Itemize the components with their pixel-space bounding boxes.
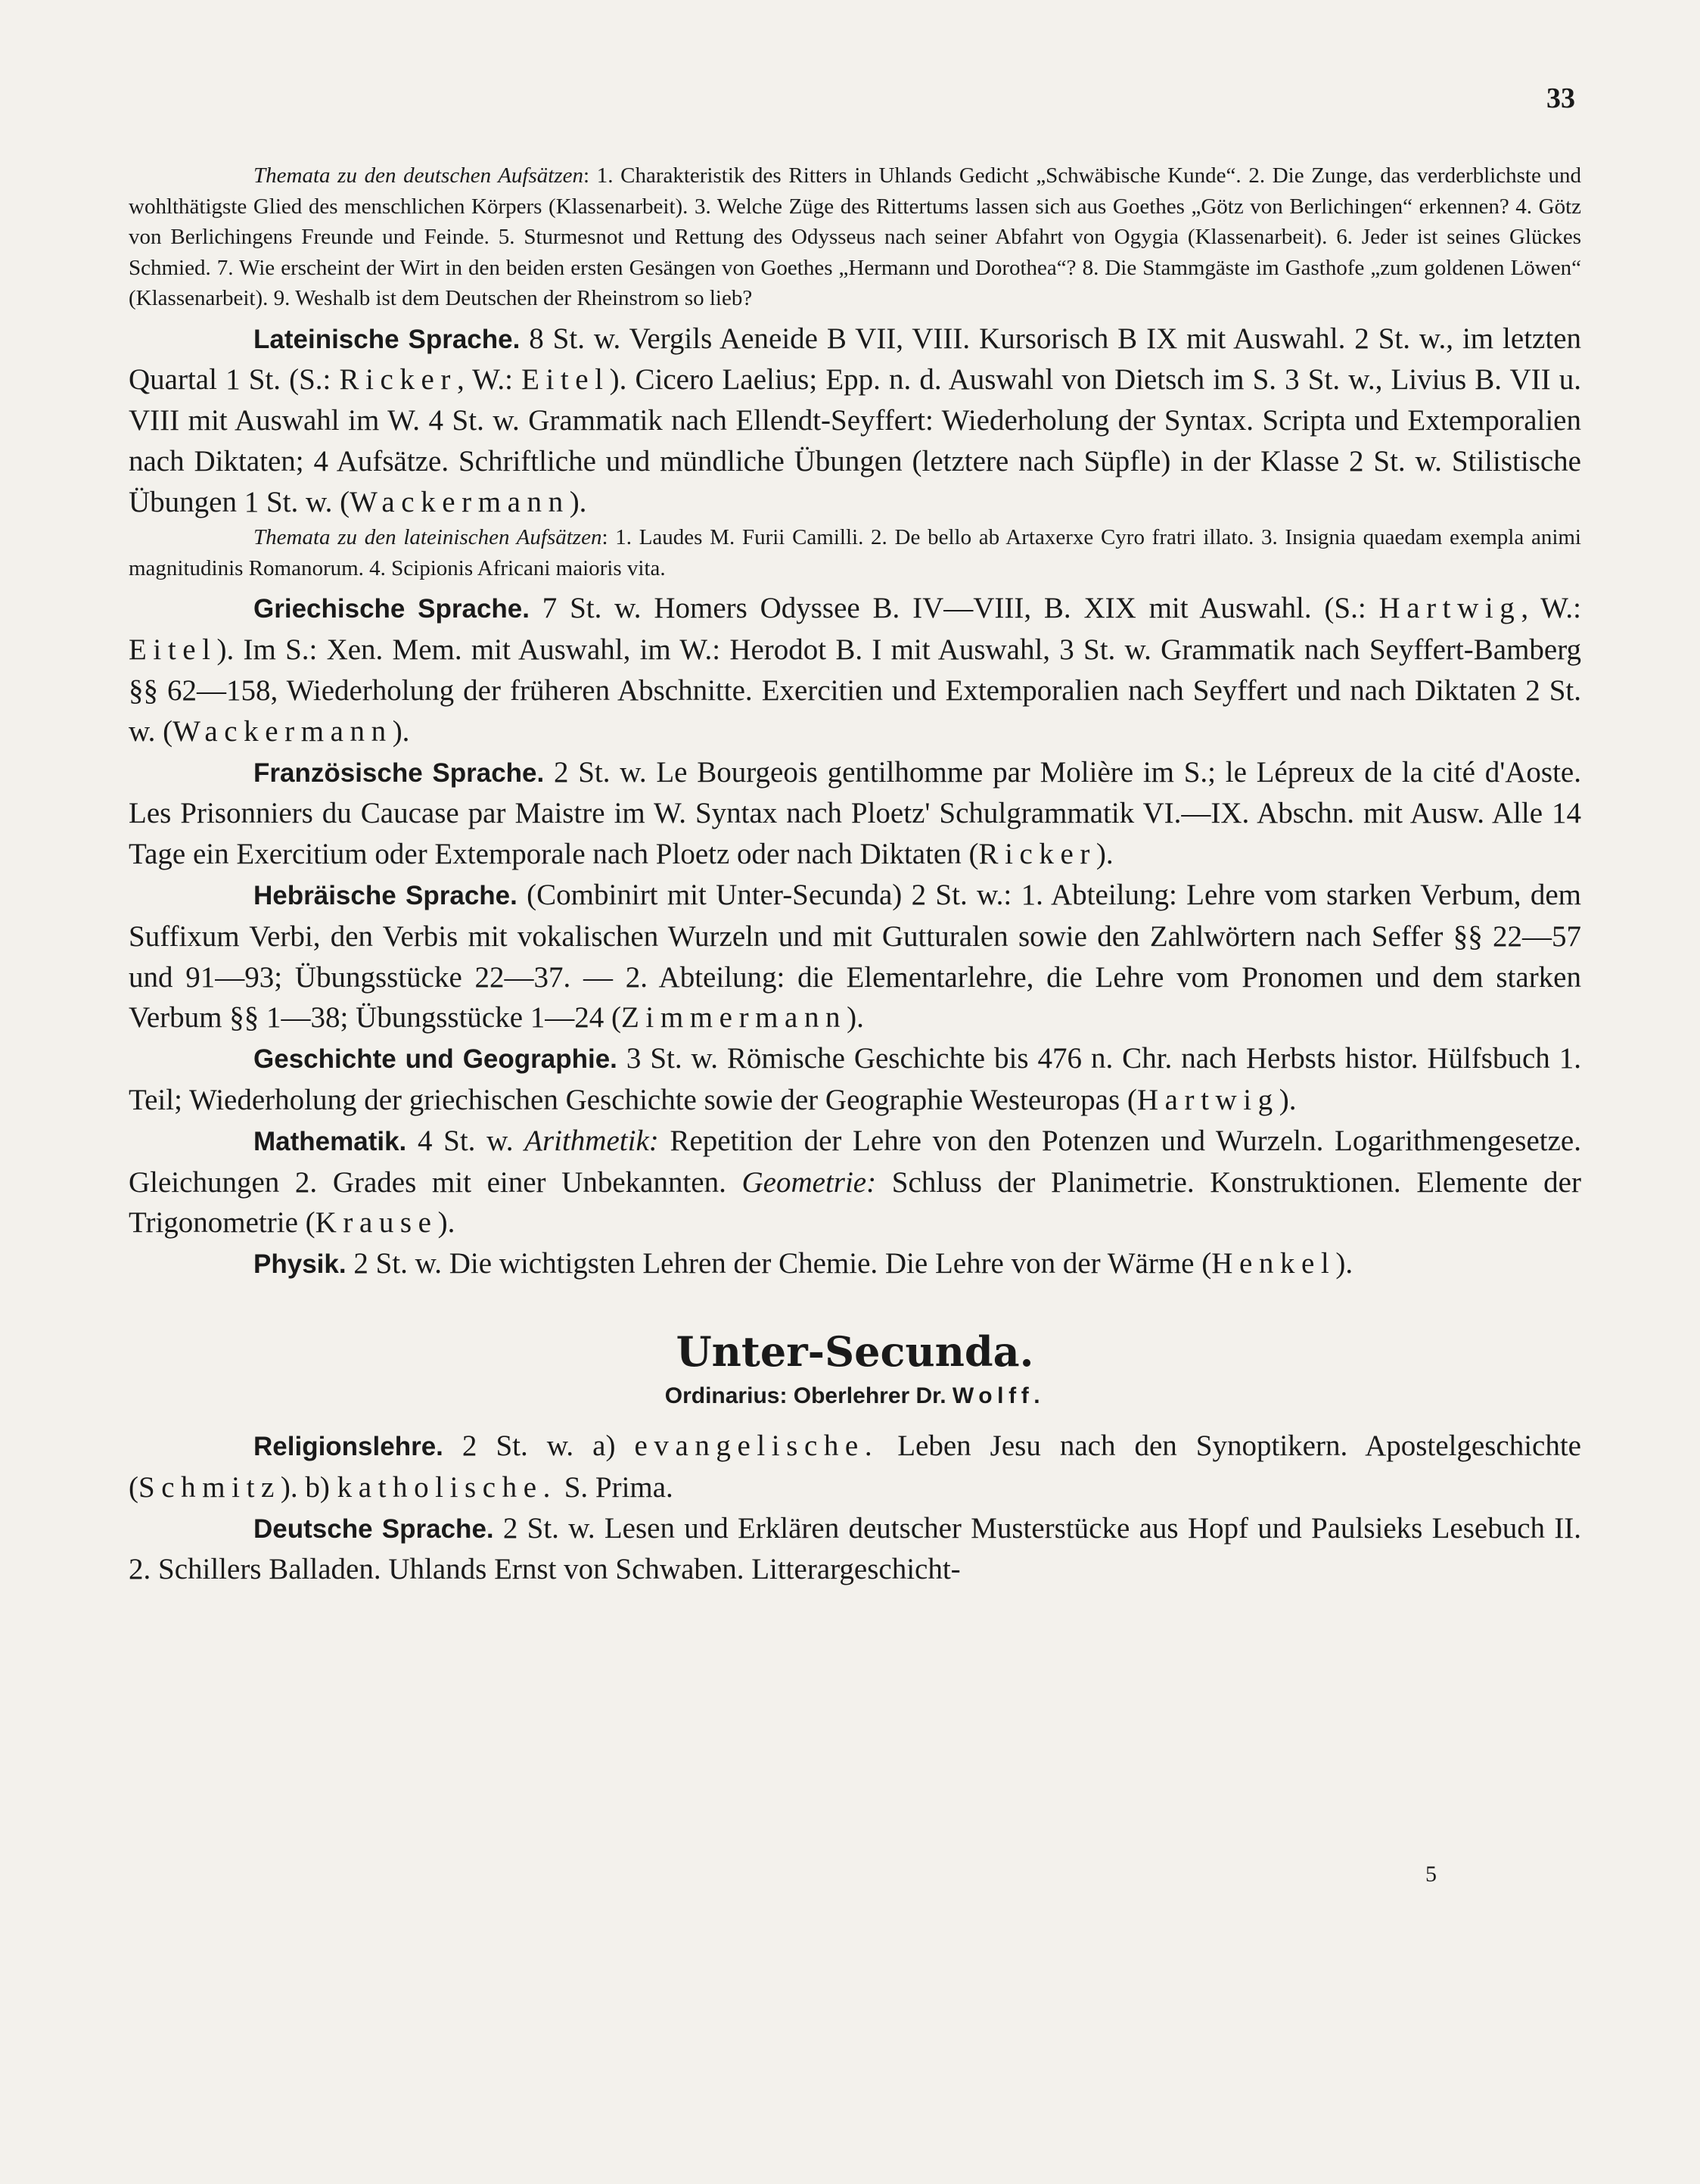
geometry-label: Geometrie: — [741, 1165, 877, 1199]
latin-section: Lateinische Sprache. 8 St. w. Vergils Aeneide B VII, VIII. Kursorisch B IX mit Auswahl. 2 St. w., im letzten Quartal 1 St. (S.: Ricker, W.: Eitel). Cicero Laelius; Epp. n. d. Auswahl von Dietsch im S. 3 St. w., Livius B. VII u. VIII mit Auswahl im W. 4 St. w. Grammatik nach Ellendt-Seyffert: Wiederholung der Syntax. Scripta und Extemporalien nach Diktaten; 4 Aufsätze. Schriftliche und mündliche Übungen (letztere nach Süpfle) in der Klasse 2 St. w. Stilistische Übungen 1 St. w. (Wackermann). — [129, 322, 1581, 518]
math-heading: Mathematik. — [253, 1126, 407, 1156]
greek-section: Griechische Sprache. 7 St. w. Homers Odyssee B. IV—VIII, B. XIX mit Auswahl. (S.: Hartwig, W.: Eitel). Im S.: Xen. Mem. mit Auswahl, im W.: Herodot B. I mit Auswahl, 3 St. w. Grammatik nach Seyffert-Bamberg §§ 62—158, Wiederholung der früheren Abschnitte. Exercitien und Extemporalien nach Seyffert und nach Diktaten 2 St. w. (Wackermann). — [129, 592, 1581, 748]
teacher-name: Hartwig — [1136, 1084, 1279, 1117]
teacher-name: Ricker — [339, 363, 457, 397]
religion-heading: Religionslehre. — [253, 1432, 443, 1462]
history-heading: Geschichte und Geographie. — [253, 1044, 617, 1075]
teacher-name: Zimmermann — [621, 1001, 847, 1034]
denomination-label: katholische. — [337, 1470, 557, 1504]
teacher-name: Eitel — [521, 363, 610, 397]
teacher-name: Krause — [315, 1206, 438, 1240]
german-essay-topics — [129, 160, 1581, 314]
teacher-name: Hartwig — [1378, 592, 1521, 625]
section-title: Unter-Secunda. — [676, 1327, 1034, 1377]
page-number: 33 — [1546, 82, 1575, 114]
latin-essay-text: : 1. Laudes M. Furii Camilli. 2. De bello ab Artaxerxe Cyro fratri illato. 3. Insignia quaedam exempla animi magnitudinis Romanorum. 4. Scipionis Africani maioris vita. — [129, 525, 1581, 580]
signature-mark: 5 — [1425, 1862, 1437, 1887]
ordinarius-line: Ordinarius: Oberlehrer Dr. Wolff. — [664, 1383, 1046, 1409]
german-essay-label: Themata zu den deutschen Aufsätzen — [253, 163, 583, 188]
latin-heading: Lateinische Sprache. — [253, 324, 521, 354]
teacher-name: Henkel — [1211, 1247, 1336, 1280]
arithmetic-label: Arithmetik: — [524, 1124, 659, 1157]
teacher-name: Wackermann — [350, 485, 570, 518]
main-text-column — [129, 160, 1581, 1590]
teacher-name: Schmitz — [138, 1470, 281, 1504]
latin-essay-label: Themata zu den lateinischen Aufsätzen — [253, 525, 602, 550]
german-heading: Deutsche Sprache. — [253, 1514, 494, 1544]
german-essay-text: : 1. Charakteristik des Ritters in Uhlands Gedicht „Schwäbische Kunde“. 2. Die Zunge, das verderblichste und wohlthätigste Glied des menschlichen Körpers (Klassenarbeit). 3. Welche Züge des Rittertums lassen sich aus Goethes „Götz von Berlichingen“ erkennen? 4. Götz von Berlichingens Freunde und Feinde. 5. Sturmesnot und Rettung des Odysseus nach seiner Abfahrt von Ogygia (Klassenarbeit). 6. Jeder ist seines Glückes Schmied. 7. Wie erscheint der Wirt in den beiden ersten Gesängen von Goethes „Hermann und Dorothea“? 8. Die Stammgäste im Gasthofe „zum goldenen Löwen“ (Klassenarbeit). 9. Weshalb ist dem Deutschen der Rheinstrom so lieb? — [129, 163, 1581, 310]
math-section: Mathematik. 4 St. w. Arithmetik: Repetition der Lehre von den Potenzen und Wurzeln. Logarithmengesetze. Gleichungen 2. Grades mit einer Unbekannten. Geometrie: Schluss der Planimetrie. Konstruktionen. Elemente der Trigonometrie (Krause). — [129, 1124, 1581, 1240]
teacher-name: Eitel — [129, 633, 217, 667]
physics-heading: Physik. — [253, 1249, 347, 1280]
history-section: Geschichte und Geographie. 3 St. w. Römische Geschichte bis 476 n. Chr. nach Herbsts histor. Hülfsbuch 1. Teil; Wiederholung der griechischen Geschichte sowie der Geographie Westeuropas (Hartwig). — [129, 1042, 1582, 1117]
teacher-name: Wackermann — [172, 714, 393, 748]
latin-essay-topics — [129, 522, 1581, 583]
greek-heading: Griechische Sprache. — [253, 594, 530, 624]
ordinarius-name: Wolff. — [952, 1383, 1046, 1409]
hebrew-heading: Hebräische Sprache. — [253, 881, 517, 911]
french-heading: Französische Sprache. — [253, 758, 545, 788]
physics-section: Physik. 2 St. w. Die wichtigsten Lehren der Chemie. Die Lehre von der Wärme (Henkel). — [253, 1247, 1353, 1280]
denomination-label: evangelische. — [634, 1430, 879, 1463]
hebrew-section: Hebräische Sprache. (Combinirt mit Unter-Secunda) 2 St. w.: 1. Abteilung: Lehre vom starken Verbum, dem Suffixum Verbi, den Verbis mit vokalischen Wurzeln und mit Gutturalen sowie den Zahlwörtern nach Seffer §§ 22—57 und 91—93; Übungsstücke 22—37. — 2. Abteilung: die Elementarlehre, die Lehre vom Pronomen und dem starken Verbum §§ 1—38; Übungsstücke 1—24 (Zimmermann). — [129, 879, 1582, 1034]
german-section: Deutsche Sprache. 2 St. w. Lesen und Erklären deutscher Musterstücke aus Hopf und Paulsieks Lesebuch II. 2. Schillers Balladen. Uhlands Ernst von Schwaben. Litterargeschicht- — [129, 1511, 1581, 1586]
religion-section: Religionslehre. 2 St. w. a) evangelische. Leben Jesu nach den Synoptikern. Apostelgeschichte (Schmitz). b) katholische. S. Prima. — [129, 1430, 1581, 1504]
french-section: Französische Sprache. 2 St. w. Le Bourgeois gentilhomme par Molière im S.; le Lépreux de la cité d'Aoste. Les Prisonniers du Caucase par Maistre im W. Syntax nach Ploetz' Schulgrammatik VI.—IX. Abschn. mit Ausw. Alle 14 Tage ein Exercitium oder Extemporale nach Ploetz oder nach Diktaten (Ricker). — [129, 755, 1581, 871]
teacher-name: Ricker — [978, 838, 1096, 871]
